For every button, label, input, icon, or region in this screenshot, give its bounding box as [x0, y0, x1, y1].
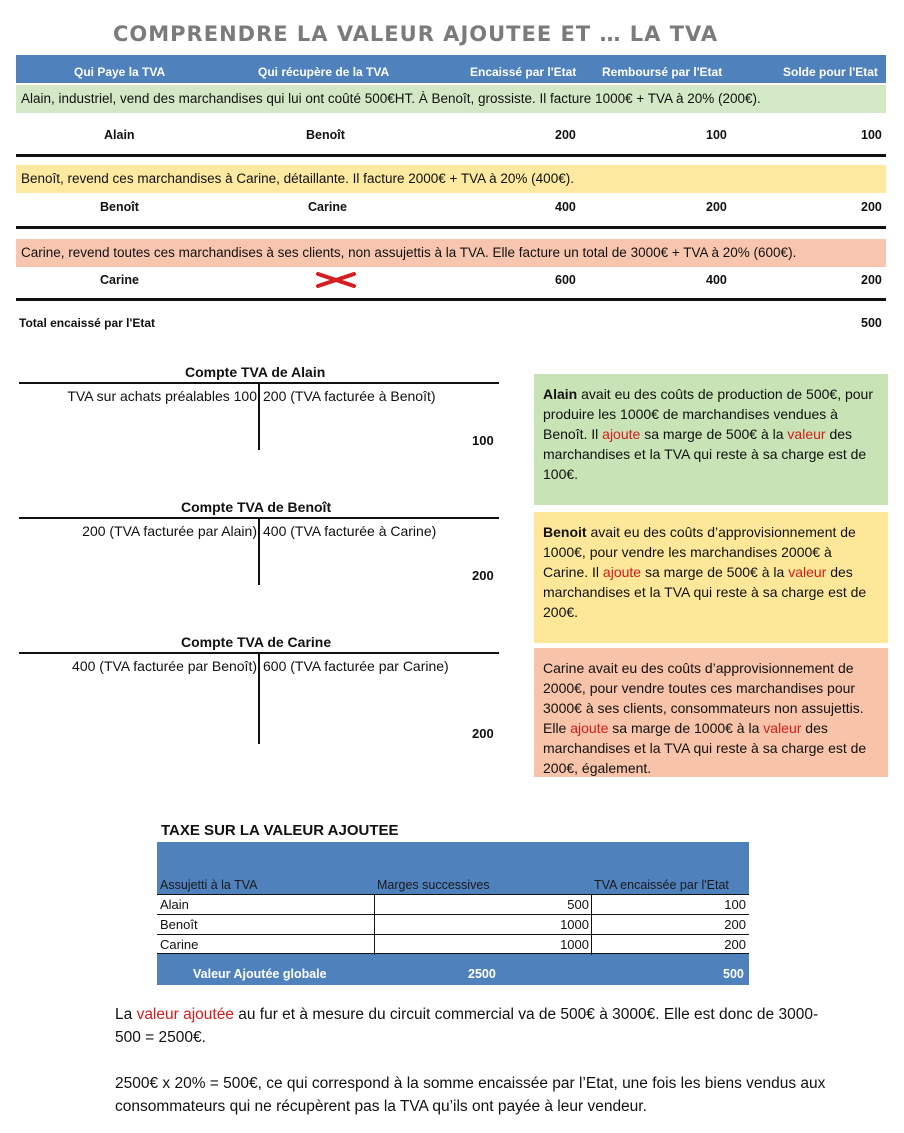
table-row: Alain 500 100 [157, 894, 749, 914]
total-label: Total encaissé par l'Etat [19, 316, 156, 330]
summary-footer-vat: 500 [723, 967, 744, 981]
table-header [16, 55, 886, 83]
summary-header-vat: TVA encaissée par l'Etat [594, 878, 729, 892]
step-3-description: Carine, revend toutes ces marchandises à ses clients, non assujettis à la TVA. Elle facture un total de 3000€ + TVA à 20% (600€). [16, 239, 886, 267]
account-credit-carine: 600 (TVA facturée par Carine) [263, 658, 449, 674]
step-1-description: Alain, industriel, vend des marchandises qui lui ont coûté 500€HT. À Benoît, grossiste. Il facture 1000€ + TVA à 20% (200€). [16, 85, 886, 113]
summary-header-margins: Marges successives [377, 878, 490, 892]
account-balance-benoit: 200 [472, 568, 494, 583]
summary-footer-margins: 2500 [468, 967, 496, 981]
step-3-balance: 200 [861, 273, 882, 287]
header-refunded: Remboursé par l'Etat [602, 65, 723, 79]
step-3-refunded: 400 [706, 273, 727, 287]
summary-table [157, 842, 749, 985]
explanation-benoit: Benoit avait eu des coûts d’approvisionnement de 1000€, pour vendre les marchandises 2000€ à Carine. Il ajoute sa marge de 500€ à la valeur des marchandises et la TVA qui reste à sa charge est de 200€. [534, 512, 888, 643]
red-cross-icon [316, 272, 356, 288]
explanation-name: Benoit [543, 524, 587, 540]
summary-header-subject: Assujetti à la TVA [160, 878, 258, 892]
header-payer: Qui Paye la TVA [74, 65, 166, 79]
header-recipient: Qui récupère de la TVA [258, 65, 390, 79]
explanation-name: Alain [543, 386, 578, 402]
divider [16, 154, 886, 157]
conclusion-paragraph-2: 2500€ x 20% = 500€, ce qui correspond à la somme encaissée par l’Etat, une fois les biens vendus aux consommateurs qui ne récupèrent pas la TVA qu’ils ont payée à leur vendeur. [115, 1075, 826, 1115]
explanation-carine: Carine avait eu des coûts d’approvisionnement de 2000€, pour vendre toutes ces marchandises pour 3000€ à ses clients, consommateurs non assujettis. Elle ajoute sa marge de 1000€ à la valeur des marchandises et la TVA qui reste à sa charge est de 200€, également. [534, 648, 888, 777]
table-row: Carine 1000 200 [157, 934, 749, 954]
summary-title: TAXE SUR LA VALEUR AJOUTEE [161, 822, 399, 839]
account-title-alain: Compte TVA de Alain [185, 364, 326, 380]
explanation-alain: Alain avait eu des coûts de production de 500€, pour produire les 1000€ de marchandises vendues à Benoît. Il ajoute sa marge de 500€ à la valeur des marchandises et la TVA qui reste à sa charge est de 100€. [534, 374, 888, 505]
account-debit-benoit: 200 (TVA facturée par Alain) [82, 523, 257, 539]
account-title-benoit: Compte TVA de Benoît [181, 499, 332, 515]
step-2-payer: Benoît [100, 200, 139, 214]
t-account-line [258, 382, 260, 450]
summary-footer-label: Valeur Ajoutée globale [193, 967, 327, 981]
step-2-refunded: 200 [706, 200, 727, 214]
account-credit-alain: 200 (TVA facturée à Benoît) [263, 388, 436, 404]
page-title: COMPRENDRE LA VALEUR AJOUTEE ET … LA TVA [113, 22, 719, 46]
conclusion-paragraph-1: La valeur ajoutée au fur et à mesure du circuit commercial va de 500€ à 3000€. Elle est donc de 3000-500 = 2500€. [115, 1006, 819, 1046]
step-3-collected: 600 [555, 273, 576, 287]
t-account-line [258, 517, 260, 585]
divider [16, 226, 886, 229]
step-2-description: Benoît, revend ces marchandises à Carine, détaillante. Il facture 2000€ + TVA à 20% (400€). [16, 165, 886, 193]
step-2-collected: 400 [555, 200, 576, 214]
step-2-recipient: Carine [308, 200, 347, 214]
step-3-payer: Carine [100, 273, 139, 287]
account-debit-alain: TVA sur achats préalables 100 [67, 388, 257, 404]
account-title-carine: Compte TVA de Carine [181, 634, 332, 650]
step-2-balance: 200 [861, 200, 882, 214]
step-1-payer: Alain [104, 128, 135, 142]
step-1-recipient: Benoît [306, 128, 345, 142]
account-balance-carine: 200 [472, 726, 494, 741]
step-1-collected: 200 [555, 128, 576, 142]
header-balance: Solde pour l'Etat [783, 65, 878, 79]
account-credit-benoit: 400 (TVA facturée à Carine) [263, 523, 437, 539]
t-account-line [258, 652, 260, 744]
total-value: 500 [861, 316, 882, 330]
account-balance-alain: 100 [472, 433, 494, 448]
step-1-balance: 100 [861, 128, 882, 142]
step-1-refunded: 100 [706, 128, 727, 142]
divider [16, 298, 886, 301]
table-row: Benoît 1000 200 [157, 914, 749, 934]
header-collected: Encaissé par l'Etat [470, 65, 577, 79]
account-debit-carine: 400 (TVA facturée par Benoît) [72, 658, 257, 674]
